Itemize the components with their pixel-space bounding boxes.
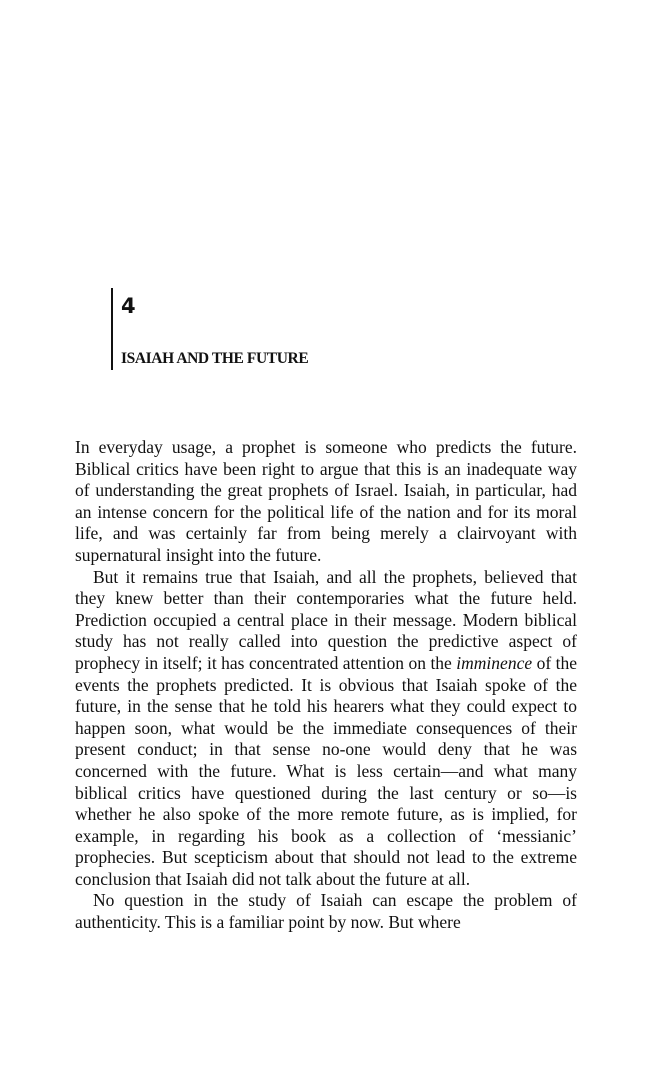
paragraph-2-text-before: But it remains true that Isaiah, and all the prophets, believed that they knew better than their contemporaries what the future held. Prediction occupied a central place in their message. Modern biblical study has not really called into question the predictive aspect of prophecy in itself; it has concentrated attention on the: [75, 566, 577, 673]
paragraph-2: [75, 567, 577, 891]
chapter-number: 4: [121, 294, 136, 318]
body-text: [75, 437, 577, 934]
paragraph-2-emphasis: imminence: [456, 652, 533, 673]
paragraph-1-text: In everyday usage, a prophet is someone who predicts the future. Biblical critics have been right to argue that this is an inadequate way of understanding the great prophets of Israel. Isaiah, in particular, had an intense concern for the political life of the nation and for its moral life, and was certainly far from being merely a clairvoyant with supernatural insight into the future.: [75, 437, 577, 565]
paragraph-2-text-after: of the events the prophets predicted. It is obvious that Isaiah spoke of the future, in the sense that he told his hearers what they could expect to happen soon, what would be the immediate consequences of their present conduct; in that sense no-one would deny that he was concerned with the future. What is less certain—and what many biblical critics have questioned during the last century or so—is whether he also spoke of the more remote future, as is implied, for example, in regarding his book as a collection of ‘messianic’ prophecies. But scepticism about that should not lead to the extreme conclusion that Isaiah did not talk about the future at all.: [75, 652, 577, 889]
paragraph-3-text: No question in the study of Isaiah can escape the problem of authenticity. This is a familiar point by now. But where: [75, 890, 577, 933]
paragraph-3: [75, 890, 577, 933]
paragraph-1: [75, 437, 577, 567]
chapter-heading: [111, 288, 309, 370]
chapter-title: ISAIAH AND THE FUTURE: [121, 350, 309, 367]
